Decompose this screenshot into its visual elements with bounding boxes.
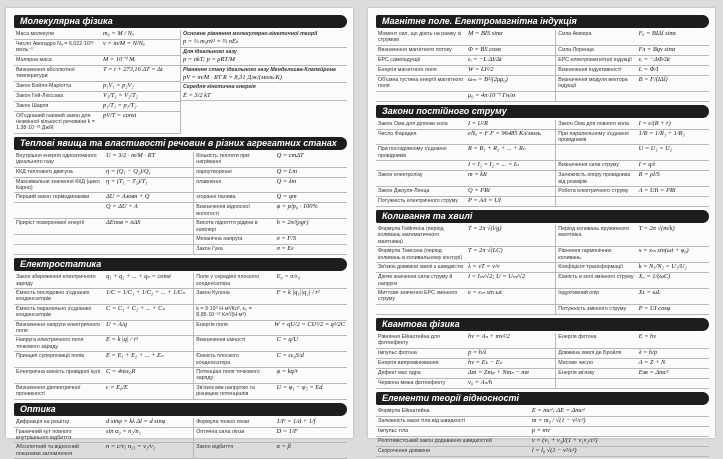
formula-row [376, 379, 709, 389]
formula-expression [637, 379, 709, 388]
formula-expression: Q = I²Rt [468, 187, 490, 195]
relativity-table [376, 407, 709, 457]
formula-label [556, 379, 636, 388]
formula-label: Визначення абсолютної температури [16, 66, 75, 80]
formula-expression: 1/F = 1/d + 1/f [276, 417, 316, 425]
formula-expression: P = A/t = UI [468, 197, 501, 205]
formula-label: Об'ємна густина енергії магнітного поля [378, 76, 464, 90]
formula-row [376, 427, 709, 437]
formula-row [376, 359, 709, 369]
formula-expression: p = ⅓ m₀nv̄² = ⅔ nĒₖ [183, 38, 239, 46]
formula-label: Сила Лоренца [558, 46, 594, 53]
section-title-optics: Оптика [14, 403, 347, 416]
formula-expression [104, 245, 193, 254]
formula-expression: η = (Q₁ − Q₂)/Q₁ [106, 167, 151, 175]
formula-expression: μ₀ = 4π·10⁻⁷ Гн/м [468, 91, 516, 99]
formula-expression: eNₐ = F F = 96485 Кл/моль [468, 129, 541, 137]
formula-expression: εᵢ = −L ΔI/Δt [468, 55, 502, 63]
section-title-molecular: Молекулярна фізика [14, 15, 347, 28]
formula-label: Визначення ємності [196, 337, 246, 344]
magnetism-table [376, 30, 709, 102]
formula-expression: n = c/v; n₂₁ = v₁/v₂ [106, 443, 155, 451]
formula-expression: σ = F/S [276, 235, 297, 243]
section-title-heat: Теплові явища та властивості речовин в різних агрегатних станах [14, 137, 347, 150]
formula-expression: M = 10⁻³ Mᵣ [103, 55, 137, 63]
formula-label: Закон Гука [196, 246, 223, 253]
formula-expression: ν₀ = Aₙ/h [468, 378, 493, 386]
formula-row [376, 333, 709, 349]
formula-row [376, 92, 709, 102]
formula-row [14, 168, 347, 178]
formula-expression: sin α₀ = n₂/n₁ [106, 427, 141, 435]
formula-expression: ΔU = Aзовн + Q [106, 193, 150, 201]
formula-label: Закон Шарля [16, 102, 49, 109]
formula-expression: η = (T₁ − T₂)/T₁ [106, 177, 148, 185]
formula-row [181, 30, 347, 48]
formula-label [14, 245, 104, 254]
formula-label: Приріст поверхневої енергії [16, 220, 85, 227]
formula-label: Залежність маси тіла від швидкості [378, 417, 466, 424]
formula-label: Імпульс фотона [378, 349, 417, 356]
optics-table [14, 418, 347, 459]
formula-expression: pV = m/M · RT R = 8,31 Дж/(моль·К) [183, 74, 282, 82]
formula-expression: D = 1/F [276, 427, 298, 435]
left-page [6, 8, 353, 457]
formula-expression: ν = m/M = N/Nₐ [103, 40, 145, 47]
formula-expression: Q = Lm [276, 167, 297, 175]
formula-expression: σ = Eε [276, 245, 294, 253]
formula-expression: ΔEпов = σΔS [106, 219, 141, 227]
formula-expression: X꜀ = 1/(ωC) [638, 273, 671, 281]
formula-expression: R = ρl/S [638, 171, 660, 179]
formula-row [14, 40, 180, 56]
formula-label: Зв'язок довжини хвилі з швидкістю [378, 264, 464, 271]
formula-label: Залежність опору провідника від розмірів [558, 172, 631, 185]
formula-expression [466, 305, 555, 314]
formula-expression: Xʟ = ωL [638, 288, 661, 296]
formula-expression: m = m₀ / √(1 − v²/c²) [531, 416, 586, 424]
formula-expression: T = 2π √(m/k) [638, 225, 675, 233]
formula-row [376, 289, 709, 305]
formula-row [376, 66, 709, 76]
formula-row [181, 66, 347, 84]
formula-expression: V₁/T₁ = V₂/T₂ [103, 91, 138, 99]
formula-expression: L = Φ/I [638, 65, 659, 73]
formula-label: Формула Томсона (період коливань в коливальному контурі) [378, 248, 463, 261]
formula-expression: m = kIt [468, 171, 487, 179]
formula-label: Миттєве значення ЕРС змінного струму [378, 289, 458, 303]
formula-expression: p₁/T₁ = p₂/T₂ [103, 101, 137, 109]
formula-label: Діюче значення сили струму й напруги [378, 274, 453, 287]
formula-row [376, 273, 709, 289]
formula-label: Електрична ємність провідної кулі [16, 368, 100, 375]
formula-label: Внутрішня енергія одноатомного ідеального газу [16, 152, 97, 166]
formula-label: Сила Ампера [558, 31, 592, 37]
formula-expression: A = Z + N [638, 358, 666, 366]
formula-label: Індуктивний опір [558, 289, 600, 296]
formula-label: Максимальне значення ККД (цикл Карно) [16, 178, 100, 192]
formula-label: Для ідеального газу [183, 48, 237, 55]
formula-label [556, 92, 636, 101]
formula-row [14, 30, 180, 40]
formula-row [14, 56, 180, 66]
formula-expression: m₀ = M / Nₐ [103, 30, 134, 37]
formula-label: Визначення індуктивності [558, 66, 622, 73]
formula-expression: E = k |q| / r² [106, 336, 138, 344]
formula-expression: εᵢ = −ΔΦ/Δt [638, 55, 670, 63]
formula-expression: p = h/λ [468, 348, 487, 356]
formula-expression: E = mc²; ΔE = Δmc² [531, 406, 585, 414]
quantum-table [376, 333, 709, 389]
formula-label: Коефіцієнт трансформації [558, 264, 623, 271]
formula-expression: C = q/U [276, 336, 298, 344]
formula-expression: v = (v₁ + v₂)/(1 + v₁v₂/c²) [531, 436, 598, 444]
formula-expression: l = l₀ √(1 − v²/c²) [531, 446, 577, 454]
formula-row [376, 263, 709, 273]
formula-label: Оптична сила лінзи [196, 428, 245, 435]
formula-expression [637, 197, 709, 206]
formula-row [376, 305, 709, 315]
formula-label: Енергія магнітного поля [378, 66, 437, 73]
formula-expression: Φ = BS cosα [468, 45, 501, 53]
formula-expression: R = R₁ + R₂ + ... + Rₙ [468, 145, 526, 153]
oscillations-table [376, 225, 709, 315]
formula-expression: Q = ΔU + A [106, 203, 138, 211]
formula-label: Абсолютний та відносний показники заломлення [16, 444, 79, 457]
formula-label: Енергія поля [196, 321, 228, 328]
formula-label: Об'єднаний газовий закон для незмінної кількості речовини k = 1.38·10⁻²³ Дж/К [16, 112, 95, 132]
formula-label [14, 235, 104, 244]
formula-label: Маса молекули [16, 31, 54, 37]
formula-label: Середня кінетична енергія [183, 84, 256, 91]
formula-expression: E₀ = σ/ε₀ [276, 273, 300, 281]
formula-expression: hν = Aₙ + mv²/2 [468, 332, 510, 340]
formula-row [14, 321, 347, 337]
formula-label [556, 145, 636, 160]
formula-row [376, 437, 709, 447]
formula-label: Довжина хвилі де Бройля [558, 349, 622, 356]
formula-label [376, 161, 466, 170]
section-title-quantum: Квантова фізика [376, 318, 709, 331]
formula-label: Закон Гей-Люссака [16, 92, 64, 99]
formula-label: Масове число [558, 359, 593, 366]
formula-row [376, 56, 709, 66]
formula-row [14, 82, 180, 92]
formula-label: ЕРС самоіндукції [378, 56, 421, 63]
formula-row [14, 235, 347, 245]
formula-label: Енергія зв'язку [558, 369, 595, 376]
formula-label: Дефект мас ядра [378, 369, 421, 376]
formula-label: Рівняння Ейнштейна для фотоефекту [378, 333, 440, 347]
formula-row [14, 384, 347, 400]
formula-label: Дифракція на решітці [16, 418, 69, 425]
formula-label: Визначення діелектричної проникності [16, 384, 81, 398]
formula-label: Червона межа фотоефекту [378, 379, 446, 386]
formula-row [14, 92, 180, 102]
formula-label: Визначення відносної вологості [196, 204, 250, 217]
formula-row [14, 102, 180, 112]
formula-expression: λ = vT = v/ν [468, 263, 500, 271]
formula-row [376, 30, 709, 46]
formula-expression: E = E₁ + E₂ + ... + Eₙ [106, 352, 164, 360]
formula-label: Закон Бойля-Маріотта [16, 82, 72, 89]
formula-label: Висота підняття рідини в капілярі [196, 220, 258, 233]
formula-row [376, 161, 709, 171]
formula-label: згоранні палива [196, 194, 236, 201]
formula-row [14, 336, 347, 352]
formula-label: Закон Ома для ділянки кола [378, 120, 448, 127]
formula-expression: E = hν [638, 332, 657, 340]
formula-expression: h = 2σ/(ρgr) [276, 219, 309, 227]
formula-expression: p = nkT; p = ρRT/M [183, 56, 235, 64]
formula-expression: C = 4πεε₀R [106, 367, 136, 375]
formula-expression: λ = h/p [638, 348, 658, 356]
formula-row [14, 352, 347, 368]
formula-label: Потужність змінного струму [558, 305, 627, 312]
formula-row [14, 152, 347, 168]
formula-row [376, 349, 709, 359]
formula-label: Принцип суперпозиції полів [16, 353, 85, 360]
formula-expression [637, 92, 709, 101]
formula-expression: Q = cmΔT [276, 151, 304, 159]
formula-expression: x = xₘ sin(ωt + φ₀) [638, 247, 689, 255]
formula-expression: φ = p/p₀ · 100% [276, 203, 318, 211]
formula-row [14, 219, 347, 235]
formula-label: Формула тонкої лінзи [196, 418, 250, 425]
formula-expression: I = U/R [468, 119, 488, 127]
formula-expression: T = t + 273,16 ΔT = Δt [103, 65, 163, 73]
formula-expression: F = k |q₁||q₂| / r² [276, 288, 320, 296]
formula-expression: M = BIS sinα [468, 30, 503, 37]
formula-expression: Δm = Zmₚ + Nmₙ − mя [468, 368, 529, 376]
formula-label [14, 203, 104, 218]
formula-expression [104, 235, 193, 244]
formula-expression: d sinφ = kλ Δl = d sinφ [106, 417, 166, 425]
formula-label [376, 305, 466, 314]
formula-label: Граничний кут повного внутрішнього відбиття [16, 428, 72, 441]
formula-row [376, 225, 709, 247]
formula-label: Ємність паралельно з'єднаних конденсаторів [16, 305, 92, 319]
formula-label: Зв'язок між напругою та різницею потенціалів [196, 384, 255, 398]
formula-label: Імпульс тіла [378, 427, 409, 434]
formula-row [181, 48, 347, 66]
formula-expression: U = 3/2 · m/M · RT [106, 151, 156, 159]
formula-row [14, 368, 347, 384]
formula-label: плавленні [196, 178, 221, 185]
formula-label: Релятивістський закон додавання швидкостей [378, 437, 492, 444]
formula-row [14, 289, 347, 305]
formula-label: Скорочення довжини [378, 447, 430, 454]
formula-label: Закон відбиття [196, 444, 233, 451]
formula-row [376, 46, 709, 56]
formula-expression: I = Iₘ/√2; U = Uₘ/√2 [468, 273, 526, 281]
formula-expression: e = εₘ sin ωt [468, 288, 502, 296]
formula-label: Період коливань пружинного маятника [558, 226, 630, 239]
section-title-relativity: Елементи теорії відносності [376, 392, 709, 405]
formula-row [14, 273, 347, 289]
formula-label: Число Фарадея [378, 130, 417, 137]
formula-row [376, 187, 709, 197]
formula-row [376, 447, 709, 457]
formula-label: Момент сил, що діють на рамку зі струмом [378, 31, 461, 44]
formula-expression: B = F/(IΔl) [638, 75, 668, 83]
formula-expression: k = N₁/N₂ = U₁/U₂ [638, 263, 687, 271]
formula-expression: I = q/t [638, 161, 656, 169]
formula-expression: P = UI cosφ [638, 304, 671, 312]
formula-label: Поле у середині плоского конденсатора [196, 274, 260, 287]
formula-label: Кількість теплоти при: нагріванні [196, 152, 251, 166]
formula-label: При послідовному з'єднанні провідників [378, 146, 447, 159]
formula-expression: p₁V₁ = p₂V₂ [103, 81, 134, 89]
formula-row [14, 203, 347, 219]
formula-expression: U = A/q [106, 320, 127, 328]
formula-expression: φ = kq/r [276, 367, 298, 375]
formula-expression: Q = qm [276, 193, 297, 201]
formula-label: Основне рівняння молекулярно-кінетичної теорії [183, 31, 318, 37]
formula-expression: Fₐ = BIΔl sinα [638, 30, 676, 37]
formula-expression: U = U₁ = U₂ [638, 145, 672, 153]
formula-expression: W = LI²/2 [468, 65, 494, 73]
formula-label [556, 197, 636, 206]
formula-label: Потужність електричного струму [378, 198, 459, 205]
formula-label: Визначення напруги електричного поля [16, 321, 101, 334]
formula-expression: p = mv [531, 426, 550, 434]
formula-label: Ємність послідовно з'єднаних конденсаторів [16, 289, 90, 303]
formula-row [14, 443, 347, 459]
formula-row [14, 193, 347, 203]
section-title-magnetism: Магнітне поле. Електромагнітна індукція [376, 15, 709, 28]
formula-expression: W = qU/2 = CU²/2 = q²/2C [274, 320, 345, 328]
formula-expression: T = 2π √(LC) [468, 247, 503, 255]
formula-label: Формула Ейнштейна [378, 407, 430, 414]
formula-label: Формула Гюйгенса (період коливань математичного маятника) [378, 226, 444, 245]
formula-row [14, 66, 180, 82]
formula-label: Енергія випромінювання [378, 359, 439, 366]
formula-row [14, 112, 180, 134]
section-title-oscillations: Коливання та хвилі [376, 210, 709, 223]
formula-label: Число Авогадро Nₐ = 6.022·10²³ моль⁻¹ [16, 41, 94, 54]
formula-row [376, 407, 709, 417]
formula-expression: T = 2π √(l/g) [468, 225, 502, 233]
formula-expression [275, 305, 347, 320]
formula-expression: C = εε₀S/d [276, 352, 304, 360]
formula-label: Механічна напруга [196, 236, 243, 243]
formula-expression: C = C₁ + C₂ + ... + Cₙ [106, 304, 165, 312]
formula-row [376, 171, 709, 187]
formula-row [14, 245, 347, 255]
formula-expression: ε = E₀/E [106, 383, 128, 391]
formula-label: Визначення модуля вектора індукції [558, 76, 628, 90]
formula-expression: Q = λm [276, 177, 297, 185]
heat-table [14, 152, 347, 255]
formula-label: Закон збереження електричного заряду [16, 274, 96, 287]
formula-label: Рівняння стану ідеального газу Менделєєва-Клапейрона [183, 66, 336, 73]
formula-label: Енергія фотона [558, 333, 597, 340]
formula-label: ЕРС електромагнітної індукції [558, 56, 632, 63]
formula-label: Закон Ома для повного кола [558, 120, 629, 127]
formula-row [14, 428, 347, 444]
formula-expression: 1/C = 1/C₁ + 1/C₂ + ... + 1/Cₙ [106, 288, 185, 296]
formula-expression: I = ε/(R + r) [638, 119, 671, 127]
formula-row [376, 76, 709, 92]
formula-label: ККД теплового двигуна [16, 168, 73, 175]
section-title-dc: Закони постійного струму [376, 105, 709, 118]
formula-label: Закон електролізу [378, 172, 423, 179]
formula-label: Рівняння гармонічних коливань [558, 248, 612, 261]
formula-label: Визначення магнітного потоку [378, 46, 452, 53]
formula-label: Перший закон термодинаміки [16, 194, 90, 201]
formula-label: Ємність в колі змінного струму [558, 274, 634, 281]
formula-label: Закон Кулона [196, 289, 230, 296]
formula-label: Закон Джоуля-Ленца [378, 188, 430, 195]
formula-row [376, 417, 709, 427]
section-title-electrostatics: Електростатика [14, 258, 347, 271]
formula-expression: Fл = Bqv sinα [638, 45, 676, 53]
formula-expression: Eзв = Δmc² [638, 368, 669, 376]
formula-expression: U = φ₁ − φ₂ = Ed [276, 383, 323, 391]
formula-label: Потенціал поля точкового заряду [196, 368, 260, 382]
dc-table [376, 120, 709, 207]
formula-row [14, 178, 347, 194]
formula-label: Ємність плоского конденсатора [196, 353, 239, 366]
formula-expression: 1/R = 1/R₁ + 1/R₂ [638, 129, 685, 137]
formula-row [376, 120, 709, 130]
formula-row [376, 247, 709, 263]
formula-label: k = 9·10⁹ Н·м²/Кл², ε₀ = 8,85·10⁻¹² Кл²/(Н·м²) [196, 305, 252, 319]
formula-expression: I = I₁ = I₂ = ... = Iₙ [468, 161, 519, 169]
molecular-table [14, 30, 347, 134]
formula-expression: α = β [276, 443, 291, 451]
formula-row [376, 130, 709, 146]
formula-label: Визначення сили струму [558, 162, 619, 169]
formula-label: При паралельному з'єднанні провідників [558, 130, 629, 144]
right-page [368, 8, 715, 454]
formula-row [376, 145, 709, 161]
formula-expression: Ē = 3/2 kT [183, 91, 211, 99]
electrostatics-table [14, 273, 347, 400]
formula-expression: q₁ + q₂ + ... + qₙ = const [106, 273, 171, 281]
formula-expression: ωₘ = B²/(2μμ₀) [468, 75, 508, 83]
formula-expression: A = UIt = I²Rt [638, 187, 676, 195]
formula-expression: pV/T = const [103, 111, 137, 119]
formula-label: пароутворенні [196, 168, 232, 175]
formula-row [376, 369, 709, 379]
formula-label [376, 92, 466, 101]
formula-label: Напруга електричного поля точкового заряду [16, 337, 84, 350]
formula-row [376, 197, 709, 207]
formula-row [14, 418, 347, 428]
formula-row [181, 83, 347, 101]
formula-label: Молярна маса [16, 56, 52, 63]
formula-row [14, 305, 347, 321]
formula-expression: hν = Eₖ − Eₙ [468, 358, 503, 366]
formula-label: Робота електричного струму [558, 188, 629, 195]
